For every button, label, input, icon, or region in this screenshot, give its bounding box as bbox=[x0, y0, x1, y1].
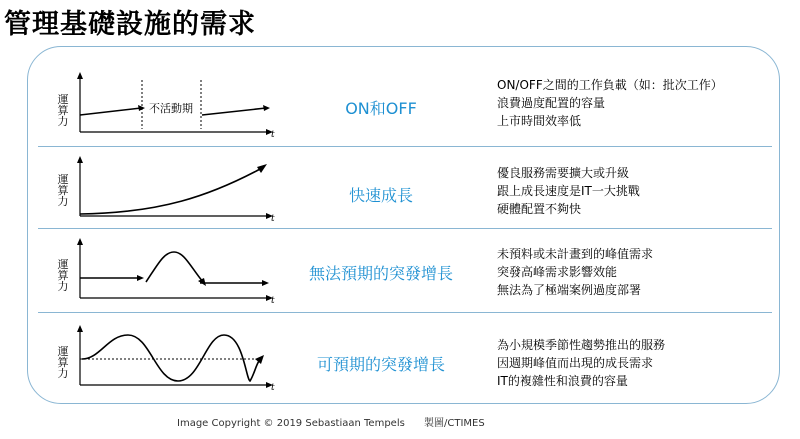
description-line: ON/OFF之間的工作負載（如：批次工作） bbox=[497, 78, 723, 92]
copyright-text: Image Copyright © 2019 bbox=[177, 418, 303, 429]
y-axis-label: 運算力 bbox=[57, 173, 69, 208]
seasonal-wave bbox=[82, 335, 259, 381]
rapid-growth-descriptions bbox=[497, 164, 640, 218]
description-line: 優良服務需要擴大或升級 bbox=[497, 166, 630, 180]
row-title-rapid-growth: 快速成長 bbox=[348, 186, 413, 205]
description-line: 浪費過度配置的容量 bbox=[497, 96, 606, 110]
page-title: 管理基礎設施的需求 bbox=[4, 9, 256, 40]
description-line: 突發高峰需求影響效能 bbox=[497, 265, 618, 279]
description-line: 上市時間效率低 bbox=[497, 114, 582, 128]
y-axis-arrow bbox=[77, 72, 83, 79]
x-axis-label: t bbox=[271, 296, 275, 306]
row-divider bbox=[38, 312, 772, 313]
y-axis-arrow bbox=[77, 238, 83, 245]
description-line: 未預料或未計畫到的峰值需求 bbox=[497, 247, 654, 261]
y-axis-label: 運算力 bbox=[57, 345, 69, 380]
y-axis-label: 運算力 bbox=[57, 93, 69, 128]
author-text: Sebastiaan Tempels bbox=[305, 418, 405, 429]
wave-arrow bbox=[255, 355, 264, 364]
predictable-burst-chart bbox=[40, 325, 280, 395]
on-off-descriptions bbox=[497, 76, 723, 130]
description-line: 硬體配置不夠快 bbox=[497, 202, 582, 216]
inactive-period-label: 不活動期 bbox=[149, 102, 193, 115]
description-line: IT的複雜性和浪費的容量 bbox=[497, 374, 628, 388]
footer bbox=[177, 414, 485, 429]
x-axis-label: t bbox=[271, 130, 275, 140]
y-axis-arrow bbox=[77, 325, 83, 332]
workload-line-on bbox=[80, 108, 141, 115]
row-divider bbox=[38, 228, 772, 229]
growth-curve bbox=[80, 168, 262, 214]
row-title-on-off: ON和OFF bbox=[345, 99, 417, 118]
predictable-burst-descriptions bbox=[497, 336, 665, 390]
x-axis-label: t bbox=[271, 383, 275, 393]
row-title-unpredictable-burst: 無法預期的突發增長 bbox=[308, 264, 453, 283]
description-line: 因週期峰值而出現的成長需求 bbox=[497, 356, 654, 370]
rapid-growth-chart bbox=[40, 156, 280, 226]
burst-curve bbox=[146, 252, 203, 282]
growth-arrow bbox=[257, 164, 267, 173]
unpredictable-burst-descriptions bbox=[497, 245, 653, 299]
baseline-arrow bbox=[137, 275, 144, 281]
y-axis-arrow bbox=[77, 156, 83, 163]
description-line: 無法為了極端案例過度部署 bbox=[497, 283, 642, 297]
unpredictable-burst-chart bbox=[40, 238, 280, 308]
x-axis-label: t bbox=[271, 214, 275, 224]
description-line: 跟上成長速度是IT一大挑戰 bbox=[497, 184, 640, 198]
description-line: 為小規模季節性趨勢推出的服務 bbox=[497, 338, 666, 352]
workload-line-off bbox=[202, 108, 266, 115]
row-divider bbox=[38, 146, 772, 147]
y-axis-label: 運算力 bbox=[57, 258, 69, 293]
row-title-predictable-burst: 可預期的突發增長 bbox=[316, 355, 445, 374]
burst-arrow bbox=[198, 278, 206, 286]
credit-text: 製圖/CTIMES bbox=[424, 418, 485, 429]
